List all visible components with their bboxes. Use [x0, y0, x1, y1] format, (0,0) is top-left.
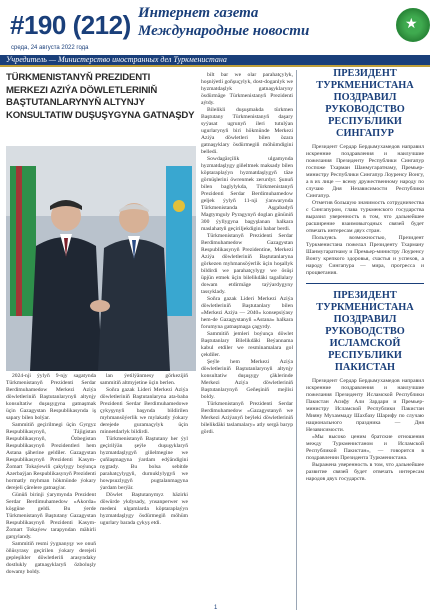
band-stripe [0, 65, 430, 67]
headline-line: ТУРКМЕНИСТАНА [316, 302, 414, 313]
article-paragraph: Şeýle hem Merkezi Aziýa döwletleriniň Baştutanlarynyň altynjy konsultatiw duşuşygy çäklerinde Merkezi Aziýa döwletleriniň Baştutanlarynyň Geňeşiniň mejlisi boldy. [201, 359, 293, 400]
article-paragraph: Türkmenistanyň Baştutany her ýyl geçirilýän şeýle duşuşyklaryň hyzmatdaşlygyň giňelmegine we çuňlaşmagyna ýardam edýändigini nygtady. Bu bolsa sebitde parahatçylygyň, durnuklylygyň we howpsuzlygyň pugtalanmagyna ýardam berýär. [100, 436, 188, 491]
article-paragraph: Türkmenistanyň Prezidenti Serdar Berdimuhamedow «Gazagystanyň we Merkezi Aziýanyň beýleki döwletleriniň bilelikdäki taslamalary» atly sergä baryp gördi. [201, 401, 293, 435]
masthead [0, 0, 430, 62]
article-column-3 [201, 72, 293, 607]
headline-line: РУКОВОДСТВО [325, 326, 405, 337]
article-paragraph: Türkmenistanyň Prezidenti Serdar Berdimuhamedow Gazagystan Respublikasynyň Prezidentine, Merkezi Aziýa döwletleriniň Baştutanlaryna görkezen myhmansöýerlik üçin hoşallyk bildirdi we parahatçylygy we ösüşi üpjün etmek üçin bilelikdäki tagallalary dowam etdirmäge taýýardygyny tassyklady. [201, 233, 293, 295]
article-paragraph: 2024-nji ýylyň 9-njy sagatynda Türkmenistanyň Prezidenti Serdar Berdimuhamedow Merkezi Aziýa döwletleriniň Baştutanlarynyň altynjy konsultatiw duşuşygyna gatnaşmak üçin Gazagystan Respublikasynda iş sapary bilen bolýar. [6, 373, 96, 421]
headline-line: ПОЗДРАВИЛ [333, 92, 397, 103]
sidebar-article-singapore [300, 144, 430, 277]
page-number: 1 [214, 605, 218, 611]
state-emblem-icon: ★ [396, 8, 430, 42]
sidebar-divider [306, 283, 424, 284]
article-paragraph: Выражена уверенность в том, что дальнейшее развитие связей будет отвечать интересам народов двух государств. [306, 462, 424, 482]
photo-illustration [6, 146, 196, 371]
headline-line: РЕСПУБЛИКИ [328, 350, 402, 361]
headline-line: ПОЗДРАВИЛ [333, 314, 397, 325]
article-paragraph: lan ýetilýänmesy görkezijiň sammitiň altmyjetine üçin berlen. [100, 373, 188, 386]
newspaper-subtitle: Международные новости [138, 23, 310, 39]
column-divider [296, 70, 297, 610]
article-paragraph: bilt bar we olar parahatçylyk, hoşniýetli goňşuçylyk, dost-doganlyk we hyzmatdaşlyk gatnaşyklaryny ösdürmäge Türkmenistanyň Prezidenti aýtdy. [201, 72, 293, 106]
founder-text: Учредитель — Министерство иностранных дел Туркменистана [6, 55, 227, 64]
sidebar-headline-pakistan [300, 290, 430, 374]
sidebar-headline-singapore [300, 68, 430, 140]
founder-band [0, 55, 430, 65]
headline-line: BAŞTUTANLARYNYŇ ALTYNJY [6, 97, 145, 109]
headline-line: РЕСПУБЛИКИ [328, 116, 402, 127]
article-paragraph: Президент Сердар Бердымухамедов направил искренние поздравления и наилучшие пожелания Президенту Исламской Республики Пакистан Асифу Али Зардари и Премьер-министру Исламской Республики Пакистан Мияну Мухаммаду Шахбазу Шарифу по случаю национального праздника — Дня Независимости. [306, 378, 424, 433]
article-paragraph: Soňra gazak Lideri Merkezi Aziýa döwletleriniň Baştutanlary bilen «Merkezi Aziýa — 2040» konsepsiýasy hem-de Gazagystanyň «Astana» halkara forumyna gatnaşmaga çagyrdy. [201, 296, 293, 330]
article-column-2 [100, 373, 188, 605]
article-paragraph: Soňra gazak Lideri Merkezi Aziýa döwletleriniň Baştutanlaryna ata-baba Prezidenti Serdar Berdimuhamedowe çykyşynyň başynda bildirilen myhmansöýerlik we mylakatly ýokary derejede guramaçylyk üçin minnetdarlyk bildirdi. [100, 387, 188, 435]
article-paragraph: «Мы высоко ценим братские отношения между Туркменистаном и Исламской Республикой Пакистан», — говорится в поздравлении Президента Туркменистана. [306, 434, 424, 461]
main-headline [6, 72, 195, 123]
article-paragraph: Президент Сердар Бердымухамедов направил искренние поздравления и наилучшие пожелания Президенту Республики Сингапур госпоже Тхарман Шанмугаратнаму, Премьер-министру Республики Сингапур Лоуренсу Вонгу, а в их лице — всему дружественному народу по случаю Дня Независимости Республики Сингапур. [306, 144, 424, 199]
article-paragraph: Bilelikli duşuşmakda türkmen Baştutany Türkmenistanyň daşary syýasat ugrunyň ileri tutulýan ugurlarynyň biri hökmünde Merkezi Aziýa döwletleri bilen özara gatnaşyklary ösdürmegiň möhümdigini belledi. [201, 107, 293, 155]
headline-line: ТУРКМЕНИСТАНА [316, 80, 414, 91]
newspaper-title: Интернет газета [138, 5, 259, 21]
headline-line: РУКОВОДСТВО [325, 104, 405, 115]
issue-date: среда, 24 августа 2022 года [11, 45, 89, 51]
headline-line: TÜRKMENISTANYŇ PREZIDENTI [6, 72, 151, 83]
headline-line: ПРЕЗИДЕНТ [333, 290, 397, 301]
headline-line: СИНГАПУР [336, 128, 394, 139]
headline-line: KONSULTATIW DUŞUŞYGYNA GATNAŞDY [6, 110, 195, 122]
issue-number: #190 (212) [10, 10, 131, 40]
headline-line: MERKEZI AZIÝA DÖWLETLERINIŇ [6, 84, 158, 96]
headline-line: ПАКИСТАН [334, 362, 396, 373]
headline-line: ПРЕЗИДЕНТ [333, 68, 397, 79]
article-paragraph: Sammitiň resmi ýygnanyşy we onuň öňüsyrasy geçirilen ýokary derejeli gepleşikler döwletleriň arasyndaky dostlukly gatnaşyklaryň özboluşly dowamy boldy. [6, 541, 96, 575]
sidebar-article-pakistan [300, 378, 430, 483]
article-paragraph: Отметив большую значимость сотрудничества с Сингапуром, глава туркменского государства выразил уверенность в том, что дальнейшее расширение взаимовыгодных связей будет отвечать интересам двух стран. [306, 200, 424, 234]
article-paragraph: Günüň birinji ýarymynda Prezident Serdar Berdimuhamedow «Akorda» köşgüne geldi. Bu ýerde Türkmenistanyň Baştutany Gazagystan Respublikasynyň Prezidenti Kasym-Žomart Tokaýew tarapyndan mähirli garşylandy. [6, 492, 96, 540]
article-paragraph: Sowdagärçilik ulgamynda hyzmatdaşlygy giňeltmek maksady bilen köptaraplaýyn hyzmatdaşlygyň täze görnüşlerini öwrenmek zerurdyr. Şunuň bilen baglylykda, Türkmenistanyň Prezidenti Serdar Berdimuhamedow geljek ýylyň 11-nji ýanwarynda Türkmenistanda Aşgabadyň Magtymguly Pyragynyň doglan gününiň 300 ýyllygyna bagyşlanan halkara maslahatyň geçiriljekdigini habar berdi. [201, 156, 293, 232]
news-sidebar [300, 68, 430, 615]
article-paragraph: Döwlet Baştutanymyz häzirki döwürde ykdysady, ynsanperwer we medeni ulgamlarda köptaraplaýyn hyzmatdaşlygy ösdürmegiň möhüm ugurlary barada çykyş etdi. [100, 492, 188, 526]
article-paragraph: Sammitiň jemleri boýunça döwlet Baştutanlary Bilelikdäki Beýannama kabul etdiler we resminamalara gol çekdiler. [201, 331, 293, 358]
article-column-1 [6, 373, 96, 605]
headline-line: ИСЛАМСКОЙ [329, 338, 401, 349]
article-paragraph: Пользуясь возможностью, Президент Туркменистана пожелал Президенту Тхарману Шанмугаратнаму и Премьер-министру Лоуренсу Вонгу крепкого здоровья, счастья и успехов, а народу Сингапура — мира, прогресса и процветания. [306, 235, 424, 276]
presidents-photo [6, 146, 196, 371]
article-paragraph: Sammitiň geçirilmegi üçin Gyrgyz Respublikasynyň, Tájigistan Respublikasynyň, Özbegistan Respublikasynyň Prezidentleri hem Astana şäherine geldiler. Gazagystan Respublikasynyň Prezidenti Kasym-Žomart Tokaýewiň çakylygy boýunça Azerbaýjan Respublikasynyň Prezidenti hormatly myhman hökmünde ýokary derejeli çärelere gatnaşýar. [6, 422, 96, 491]
